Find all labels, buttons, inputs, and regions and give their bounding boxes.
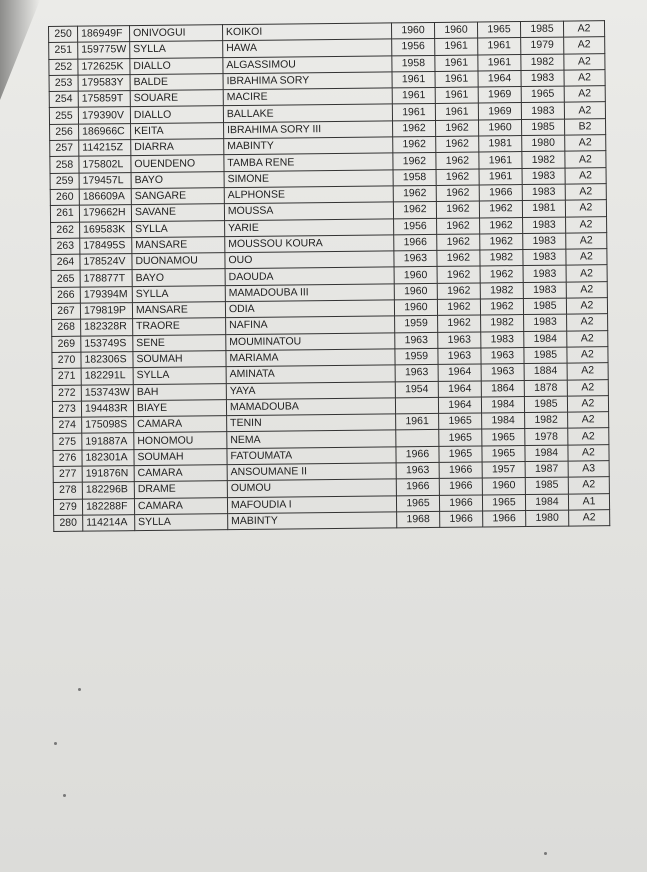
- grade-cell: A2: [567, 330, 608, 347]
- year-cell: 1964: [478, 70, 521, 87]
- year-cell: 1962: [438, 315, 481, 332]
- year-cell: 1985: [520, 21, 563, 38]
- matricule-cell: 179662H: [79, 205, 131, 222]
- year-cell: 1962: [436, 136, 479, 153]
- row-number: 259: [50, 173, 79, 190]
- surname-cell: SOUARE: [130, 90, 223, 107]
- matricule-cell: 179583Y: [78, 75, 130, 92]
- year-cell: 1966: [483, 510, 526, 527]
- row-number: 253: [49, 75, 78, 92]
- matricule-cell: 114214A: [83, 515, 135, 532]
- surname-cell: SYLLA: [130, 41, 223, 58]
- paper-speck: [544, 852, 547, 855]
- year-cell: 1962: [480, 266, 523, 283]
- given-name-cell: YARIE: [224, 218, 393, 236]
- given-name-cell: AMINATA: [226, 365, 395, 383]
- year-cell: 1963: [481, 364, 524, 381]
- year-cell: 1969: [478, 103, 521, 120]
- birth-year-cell: 1966: [394, 234, 437, 251]
- matricule-cell: 191887A: [82, 433, 134, 450]
- surname-cell: SOUMAH: [133, 351, 226, 368]
- matricule-cell: 159775W: [78, 42, 130, 59]
- given-name-cell: YAYA: [226, 381, 395, 399]
- row-number: 277: [53, 466, 82, 483]
- given-name-cell: OUO: [225, 251, 394, 269]
- surname-cell: BAYO: [132, 269, 225, 286]
- matricule-cell: 182296B: [82, 482, 134, 499]
- surname-cell: BAH: [133, 383, 226, 400]
- row-number: 261: [50, 205, 79, 222]
- year-cell: 1982: [480, 250, 523, 267]
- row-number: 273: [52, 401, 81, 418]
- birth-year-cell: 1963: [396, 462, 439, 479]
- matricule-cell: 182306S: [81, 352, 133, 369]
- surname-cell: ONIVOGUI: [129, 25, 222, 42]
- birth-year-cell: 1966: [396, 446, 439, 463]
- row-number: 278: [53, 482, 82, 499]
- row-number: 266: [51, 287, 80, 304]
- matricule-cell: 153743W: [81, 384, 133, 401]
- birth-year-cell: 1962: [393, 137, 436, 154]
- surname-cell: HONOMOU: [134, 432, 227, 449]
- year-cell: 1985: [524, 396, 567, 413]
- year-cell: 1960: [434, 22, 477, 39]
- row-number: 268: [52, 320, 81, 337]
- year-cell: 1964: [438, 397, 481, 414]
- year-cell: 1962: [435, 120, 478, 137]
- grade-cell: A2: [564, 37, 605, 54]
- grade-cell: A2: [564, 86, 605, 103]
- birth-year-cell: 1960: [394, 283, 437, 300]
- grade-cell: A2: [566, 298, 607, 315]
- row-number: 280: [54, 515, 83, 532]
- matricule-cell: 178524V: [80, 254, 132, 271]
- year-cell: 1960: [482, 478, 525, 495]
- matricule-cell: 179819P: [80, 303, 132, 320]
- year-cell: 1965: [439, 429, 482, 446]
- year-cell: 1966: [440, 511, 483, 528]
- year-cell: 1985: [521, 119, 564, 136]
- birth-year-cell: 1960: [394, 299, 437, 316]
- year-cell: 1965: [439, 413, 482, 430]
- year-cell: 1983: [523, 249, 566, 266]
- year-cell: 1982: [521, 54, 564, 71]
- birth-year-cell: 1959: [395, 348, 438, 365]
- surname-cell: SENE: [133, 334, 226, 351]
- row-number: 254: [49, 91, 78, 108]
- year-cell: 1981: [522, 200, 565, 217]
- year-cell: 1965: [482, 429, 525, 446]
- given-name-cell: MAMADOUBA III: [225, 284, 394, 302]
- birth-year-cell: 1962: [392, 120, 435, 137]
- row-number: 250: [49, 26, 78, 43]
- matricule-cell: 172625K: [78, 58, 130, 75]
- birth-year-cell: 1961: [392, 71, 435, 88]
- matricule-cell: 182291L: [81, 368, 133, 385]
- given-name-cell: MAFOUDIA I: [227, 495, 396, 513]
- grade-cell: A2: [565, 135, 606, 152]
- surname-cell: SYLLA: [132, 285, 225, 302]
- year-cell: 1981: [479, 136, 522, 153]
- given-name-cell: BALLAKE: [223, 104, 392, 122]
- birth-year-cell: 1963: [394, 251, 437, 268]
- grade-cell: A2: [564, 70, 605, 87]
- year-cell: 1962: [436, 152, 479, 169]
- surname-cell: MANSARE: [132, 302, 225, 319]
- row-number: 256: [50, 124, 79, 141]
- grade-cell: A2: [566, 281, 607, 298]
- year-cell: 1962: [437, 266, 480, 283]
- row-number: 271: [52, 368, 81, 385]
- table-body: [49, 21, 610, 532]
- given-name-cell: KOIKOI: [222, 23, 391, 41]
- grade-cell: A2: [566, 233, 607, 250]
- surname-cell: SOUMAH: [134, 448, 227, 465]
- birth-year-cell: 1961: [392, 104, 435, 121]
- year-cell: 1980: [526, 510, 569, 527]
- birth-year-cell: 1956: [392, 39, 435, 56]
- matricule-cell: 114215Z: [79, 140, 131, 157]
- paper-speck: [54, 742, 57, 745]
- row-number: 267: [51, 303, 80, 320]
- year-cell: 1964: [438, 364, 481, 381]
- given-name-cell: FATOUMATA: [227, 447, 396, 465]
- grade-cell: A2: [565, 151, 606, 168]
- surname-cell: SYLLA: [132, 220, 225, 237]
- grade-cell: A2: [564, 53, 605, 70]
- given-name-cell: ODIA: [225, 300, 394, 318]
- row-number: 262: [51, 222, 80, 239]
- birth-year-cell: 1958: [392, 55, 435, 72]
- year-cell: 1964: [438, 381, 481, 398]
- given-name-cell: MACIRE: [223, 88, 392, 106]
- given-name-cell: ANSOUMANE II: [227, 463, 396, 481]
- birth-year-cell: 1962: [393, 185, 436, 202]
- year-cell: 1961: [479, 152, 522, 169]
- year-cell: 1962: [480, 299, 523, 316]
- grade-cell: A2: [568, 477, 609, 494]
- matricule-cell: 182328R: [81, 319, 133, 336]
- year-cell: 1961: [435, 71, 478, 88]
- matricule-cell: 179390V: [78, 107, 130, 124]
- grade-cell: B2: [564, 118, 605, 135]
- grade-cell: A2: [566, 265, 607, 282]
- year-cell: 1962: [480, 233, 523, 250]
- given-name-cell: IBRAHIMA SORY III: [223, 121, 392, 139]
- birth-year-cell: 1961: [392, 88, 435, 105]
- matricule-cell: 169583K: [80, 221, 132, 238]
- given-name-cell: SIMONE: [224, 170, 393, 188]
- year-cell: 1982: [525, 412, 568, 429]
- personnel-table: [48, 20, 610, 532]
- year-cell: 1969: [478, 87, 521, 104]
- year-cell: 1962: [479, 201, 522, 218]
- matricule-cell: 182288F: [82, 498, 134, 515]
- year-cell: 1984: [481, 396, 524, 413]
- given-name-cell: NEMA: [227, 430, 396, 448]
- matricule-cell: 182301A: [82, 449, 134, 466]
- birth-year-cell: 1956: [393, 218, 436, 235]
- year-cell: 1878: [524, 380, 567, 397]
- grade-cell: A2: [564, 102, 605, 119]
- row-number: 279: [53, 499, 82, 516]
- given-name-cell: MARIAMA: [226, 349, 395, 367]
- birth-year-cell: 1962: [393, 153, 436, 170]
- matricule-cell: 175859T: [78, 91, 130, 108]
- row-number: 274: [53, 417, 82, 434]
- given-name-cell: TAMBA RENE: [224, 153, 393, 171]
- surname-cell: SYLLA: [135, 514, 228, 531]
- grade-cell: A2: [565, 200, 606, 217]
- matricule-cell: 179457L: [79, 172, 131, 189]
- year-cell: 1987: [525, 461, 568, 478]
- grade-cell: A2: [565, 216, 606, 233]
- year-cell: 1984: [524, 331, 567, 348]
- birth-year-cell: 1961: [396, 414, 439, 431]
- grade-cell: A2: [567, 395, 608, 412]
- row-number: 251: [49, 42, 78, 59]
- birth-year-cell: [396, 430, 439, 447]
- year-cell: 1962: [436, 169, 479, 186]
- grade-cell: A2: [565, 167, 606, 184]
- year-cell: 1962: [437, 283, 480, 300]
- birth-year-cell: 1968: [397, 511, 440, 528]
- grade-cell: A2: [568, 412, 609, 429]
- year-cell: 1961: [478, 38, 521, 55]
- birth-year-cell: 1963: [395, 365, 438, 382]
- year-cell: 1961: [435, 103, 478, 120]
- birth-year-cell: 1960: [394, 267, 437, 284]
- year-cell: 1963: [481, 347, 524, 364]
- birth-year-cell: 1959: [395, 316, 438, 333]
- given-name-cell: DAOUDA: [225, 267, 394, 285]
- year-cell: 1966: [439, 478, 482, 495]
- birth-year-cell: 1963: [395, 332, 438, 349]
- given-name-cell: OUMOU: [227, 479, 396, 497]
- matricule-cell: 191876N: [82, 466, 134, 483]
- year-cell: 1963: [438, 348, 481, 365]
- year-cell: 1966: [439, 495, 482, 512]
- given-name-cell: ALPHONSE: [224, 186, 393, 204]
- grade-cell: A3: [568, 461, 609, 478]
- birth-year-cell: [395, 397, 438, 414]
- year-cell: 1985: [523, 298, 566, 315]
- grade-cell: A2: [567, 379, 608, 396]
- surname-cell: DIARRA: [131, 139, 224, 156]
- grade-cell: A2: [567, 314, 608, 331]
- birth-year-cell: 1960: [391, 22, 434, 39]
- year-cell: 1984: [525, 445, 568, 462]
- year-cell: 1961: [478, 54, 521, 71]
- surname-cell: CAMARA: [134, 465, 227, 482]
- row-number: 255: [49, 108, 78, 125]
- surname-cell: DRAME: [134, 481, 227, 498]
- year-cell: 1966: [479, 185, 522, 202]
- matricule-cell: 186966C: [79, 123, 131, 140]
- year-cell: 1884: [524, 363, 567, 380]
- matricule-cell: 194483R: [81, 400, 133, 417]
- paper-speck: [63, 794, 66, 797]
- year-cell: 1979: [521, 37, 564, 54]
- grade-cell: A2: [565, 184, 606, 201]
- matricule-cell: 179394M: [80, 286, 132, 303]
- year-cell: 1962: [436, 218, 479, 235]
- given-name-cell: MABINTY: [228, 512, 397, 530]
- surname-cell: KEITA: [130, 122, 223, 139]
- year-cell: 1960: [478, 119, 521, 136]
- given-name-cell: MABINTY: [224, 137, 393, 155]
- surname-cell: DUONAMOU: [132, 253, 225, 270]
- row-number: 252: [49, 59, 78, 76]
- grade-cell: A2: [567, 363, 608, 380]
- paper-speck: [78, 688, 81, 691]
- year-cell: 1984: [525, 494, 568, 511]
- matricule-cell: 178877T: [80, 270, 132, 287]
- row-number: 275: [53, 434, 82, 451]
- matricule-cell: 153749S: [81, 335, 133, 352]
- grade-cell: A2: [563, 21, 604, 38]
- year-cell: 1985: [524, 347, 567, 364]
- year-cell: 1983: [481, 331, 524, 348]
- surname-cell: SAVANE: [131, 204, 224, 221]
- year-cell: 1962: [436, 201, 479, 218]
- grade-cell: A2: [569, 510, 610, 527]
- given-name-cell: MOUSSA: [224, 202, 393, 220]
- row-number: 263: [51, 238, 80, 255]
- year-cell: 1957: [482, 462, 525, 479]
- surname-cell: BAYO: [131, 171, 224, 188]
- matricule-cell: 175802L: [79, 156, 131, 173]
- year-cell: 1983: [523, 282, 566, 299]
- year-cell: 1982: [480, 282, 523, 299]
- matricule-cell: 186949F: [78, 26, 130, 43]
- year-cell: 1864: [481, 380, 524, 397]
- year-cell: 1961: [479, 168, 522, 185]
- surname-cell: MANSARE: [132, 237, 225, 254]
- row-number: 258: [50, 157, 79, 174]
- birth-year-cell: 1966: [396, 479, 439, 496]
- birth-year-cell: 1962: [393, 202, 436, 219]
- surname-cell: TRAORE: [133, 318, 226, 335]
- year-cell: 1966: [439, 462, 482, 479]
- given-name-cell: IBRAHIMA SORY: [223, 72, 392, 90]
- year-cell: 1983: [521, 70, 564, 87]
- year-cell: 1965: [439, 446, 482, 463]
- year-cell: 1965: [482, 445, 525, 462]
- surname-cell: DIALLO: [130, 57, 223, 74]
- year-cell: 1985: [525, 477, 568, 494]
- year-cell: 1983: [522, 184, 565, 201]
- year-cell: 1983: [524, 314, 567, 331]
- year-cell: 1962: [436, 185, 479, 202]
- surname-cell: CAMARA: [134, 416, 227, 433]
- row-number: 269: [52, 336, 81, 353]
- year-cell: 1983: [522, 217, 565, 234]
- surname-cell: CAMARA: [134, 497, 227, 514]
- year-cell: 1983: [523, 233, 566, 250]
- given-name-cell: MOUMINATOU: [226, 333, 395, 351]
- year-cell: 1978: [525, 429, 568, 446]
- given-name-cell: HAWA: [223, 39, 392, 57]
- year-cell: 1965: [482, 494, 525, 511]
- year-cell: 1961: [435, 87, 478, 104]
- row-number: 265: [51, 271, 80, 288]
- birth-year-cell: 1958: [393, 169, 436, 186]
- grade-cell: A2: [568, 444, 609, 461]
- grade-cell: A2: [567, 347, 608, 364]
- year-cell: 1962: [437, 250, 480, 267]
- matricule-cell: 178495S: [80, 237, 132, 254]
- year-cell: 1961: [435, 38, 478, 55]
- year-cell: 1965: [477, 22, 520, 39]
- year-cell: 1983: [521, 103, 564, 120]
- table-container: [48, 20, 610, 532]
- row-number: 270: [52, 352, 81, 369]
- surname-cell: SANGARE: [131, 188, 224, 205]
- year-cell: 1983: [523, 266, 566, 283]
- year-cell: 1965: [521, 86, 564, 103]
- year-cell: 1962: [437, 299, 480, 316]
- matricule-cell: 186609A: [79, 189, 131, 206]
- surname-cell: SYLLA: [133, 367, 226, 384]
- surname-cell: BALDE: [130, 74, 223, 91]
- grade-cell: A1: [568, 493, 609, 510]
- given-name-cell: MAMADOUBA: [226, 398, 395, 416]
- surname-cell: OUENDENO: [131, 155, 224, 172]
- year-cell: 1963: [438, 332, 481, 349]
- birth-year-cell: 1965: [396, 495, 439, 512]
- birth-year-cell: 1954: [395, 381, 438, 398]
- row-number: 276: [53, 450, 82, 467]
- given-name-cell: ALGASSIMOU: [223, 55, 392, 73]
- year-cell: 1961: [435, 55, 478, 72]
- given-name-cell: NAFINA: [226, 316, 395, 334]
- row-number: 257: [50, 140, 79, 157]
- given-name-cell: TENIN: [227, 414, 396, 432]
- year-cell: 1962: [479, 217, 522, 234]
- surname-cell: BIAYE: [133, 399, 226, 416]
- given-name-cell: MOUSSOU KOURA: [225, 235, 394, 253]
- row-number: 264: [51, 254, 80, 271]
- row-number: 260: [50, 189, 79, 206]
- surname-cell: DIALLO: [130, 106, 223, 123]
- year-cell: 1982: [481, 315, 524, 332]
- year-cell: 1983: [522, 168, 565, 185]
- matricule-cell: 175098S: [82, 417, 134, 434]
- year-cell: 1980: [522, 135, 565, 152]
- year-cell: 1984: [482, 413, 525, 430]
- row-number: 272: [52, 385, 81, 402]
- grade-cell: A2: [568, 428, 609, 445]
- grade-cell: A2: [566, 249, 607, 266]
- year-cell: 1982: [522, 151, 565, 168]
- year-cell: 1962: [437, 234, 480, 251]
